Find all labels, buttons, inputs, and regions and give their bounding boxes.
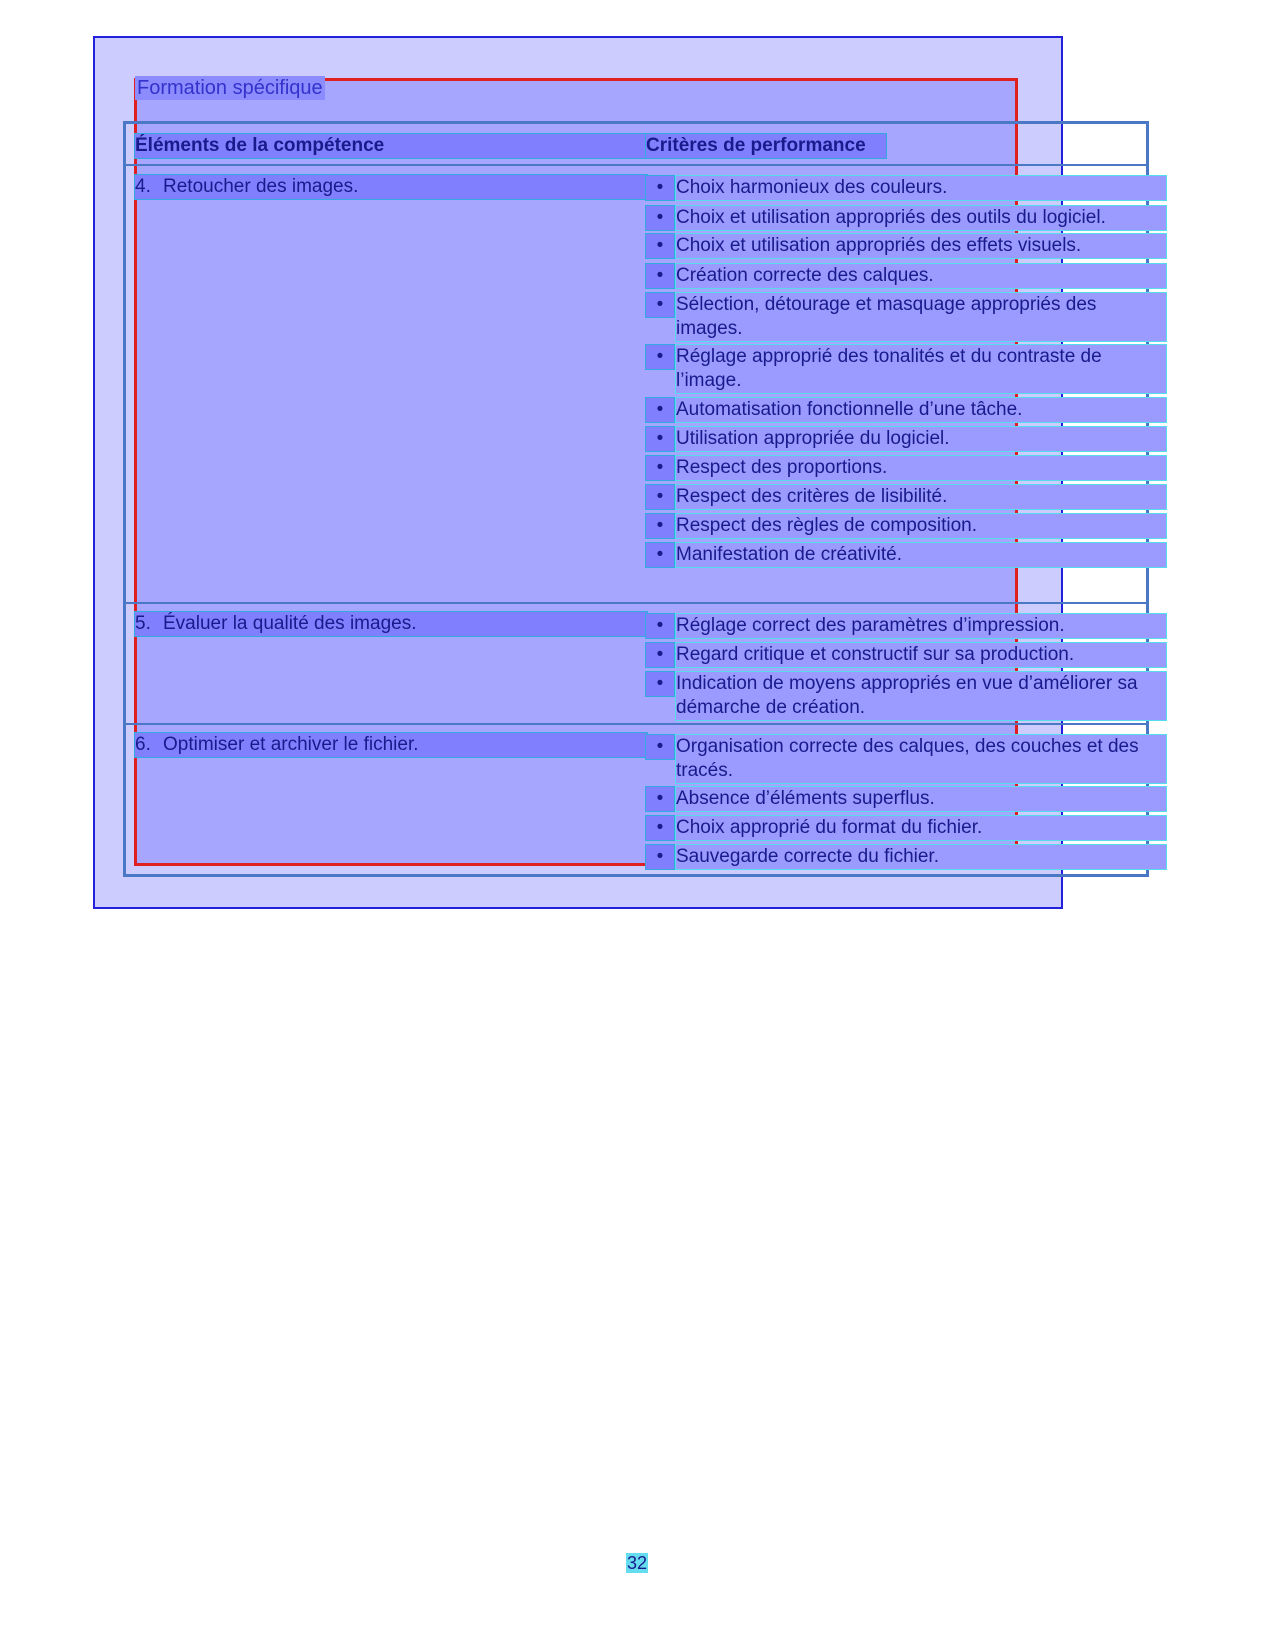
bullet-icon: • xyxy=(646,456,674,480)
bullet-icon: • xyxy=(646,735,674,759)
criterion-text: Réglage approprié des tonalités et du contraste de l’image. xyxy=(676,345,1166,393)
bullet-icon: • xyxy=(646,345,674,369)
criterion-text: Manifestation de créativité. xyxy=(676,543,1166,567)
list-item xyxy=(646,672,1166,720)
list-item xyxy=(646,398,1166,422)
criterion-text: Organisation correcte des calques, des couches et des tracés. xyxy=(676,735,1166,783)
table-header-divider xyxy=(123,164,1149,166)
bullet-icon: • xyxy=(646,293,674,317)
list-item xyxy=(646,614,1166,638)
section-title: Formation spécifique xyxy=(137,77,323,99)
element-number: 5. xyxy=(135,613,151,634)
bullet-icon: • xyxy=(646,264,674,288)
row-divider xyxy=(123,602,1149,604)
bullet-icon: • xyxy=(646,398,674,422)
bullet-icon: • xyxy=(646,672,674,696)
list-item xyxy=(646,293,1166,341)
list-item xyxy=(646,543,1166,567)
list-item xyxy=(646,643,1166,667)
criterion-text: Utilisation appropriée du logiciel. xyxy=(676,427,1166,451)
criterion-text: Respect des proportions. xyxy=(676,456,1166,480)
bullet-icon: • xyxy=(646,816,674,840)
list-item xyxy=(646,485,1166,509)
criterion-text: Sélection, détourage et masquage appropriés des images. xyxy=(676,293,1166,341)
list-item xyxy=(646,816,1166,840)
criteria-list-row-5 xyxy=(646,614,1166,720)
bullet-icon: • xyxy=(646,234,674,258)
list-item xyxy=(646,264,1166,288)
criteria-list-row-4 xyxy=(646,176,1166,567)
list-item xyxy=(646,787,1166,811)
criterion-text: Choix approprié du format du fichier. xyxy=(676,816,1166,840)
element-text: Évaluer la qualité des images. xyxy=(163,613,417,634)
bullet-icon: • xyxy=(646,485,674,509)
list-item xyxy=(646,176,1166,200)
criterion-text: Automatisation fonctionnelle d’une tâche. xyxy=(676,398,1166,422)
list-item xyxy=(646,427,1166,451)
bullet-icon: • xyxy=(646,643,674,667)
header-criteria: Critères de performance xyxy=(646,134,886,158)
element-text: Optimiser et archiver le fichier. xyxy=(163,734,419,755)
page-number: 32 xyxy=(627,1553,648,1573)
row-divider xyxy=(123,723,1149,725)
list-item xyxy=(646,206,1166,230)
list-item xyxy=(646,514,1166,538)
bullet-icon: • xyxy=(646,206,674,230)
element-row-4 xyxy=(135,175,647,199)
bullet-icon: • xyxy=(646,845,674,869)
element-number: 6. xyxy=(135,734,151,755)
criterion-text: Choix harmonieux des couleurs. xyxy=(676,176,1166,200)
element-row-6 xyxy=(135,733,647,757)
criterion-text: Choix et utilisation appropriés des outils du logiciel. xyxy=(676,206,1166,230)
criterion-text: Indication de moyens appropriés en vue d’améliorer sa démarche de création. xyxy=(676,672,1166,720)
list-item xyxy=(646,456,1166,480)
bullet-icon: • xyxy=(646,614,674,638)
list-item xyxy=(646,845,1166,869)
criterion-text: Respect des règles de composition. xyxy=(676,514,1166,538)
bullet-icon: • xyxy=(646,427,674,451)
criterion-text: Absence d’éléments superflus. xyxy=(676,787,1166,811)
criterion-text: Respect des critères de lisibilité. xyxy=(676,485,1166,509)
criterion-text: Réglage correct des paramètres d’impression. xyxy=(676,614,1166,638)
header-elements: Éléments de la compétence xyxy=(135,134,647,158)
criterion-text: Regard critique et constructif sur sa production. xyxy=(676,643,1166,667)
list-item xyxy=(646,234,1166,258)
bullet-icon: • xyxy=(646,514,674,538)
list-item xyxy=(646,735,1166,783)
element-row-5 xyxy=(135,612,647,636)
bullet-icon: • xyxy=(646,787,674,811)
element-text: Retoucher des images. xyxy=(163,176,359,197)
bullet-icon: • xyxy=(646,176,674,200)
criteria-list-row-6 xyxy=(646,735,1166,869)
criterion-text: Sauvegarde correcte du fichier. xyxy=(676,845,1166,869)
bullet-icon: • xyxy=(646,543,674,567)
criterion-text: Création correcte des calques. xyxy=(676,264,1166,288)
element-number: 4. xyxy=(135,176,151,197)
criterion-text: Choix et utilisation appropriés des effets visuels. xyxy=(676,234,1166,258)
list-item xyxy=(646,345,1166,393)
